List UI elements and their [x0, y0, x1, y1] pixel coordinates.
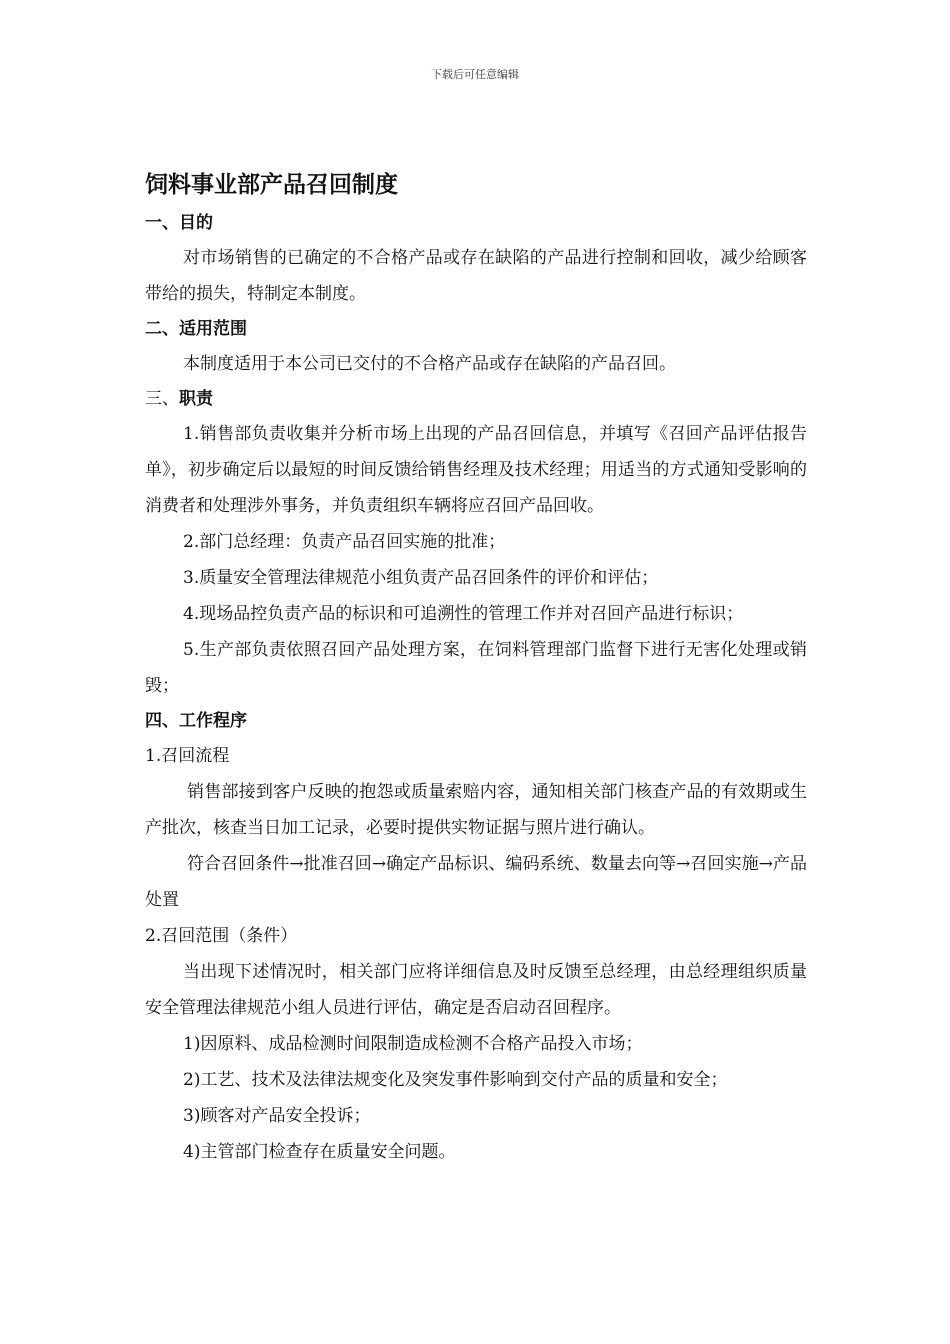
recall-flow-steps: 符合召回条件→批准召回→确定产品标识、编码系统、数量去向等→召回实施→产品处置	[145, 854, 807, 910]
subheading-recall-flow: 1.召回流程	[145, 746, 230, 766]
section-heading-procedure: 四、工作程序	[145, 711, 247, 731]
duty-item: 3.质量安全管理法律规范小组负责产品召回条件的评价和评估；	[183, 568, 659, 588]
duty-item: 1.销售部负责收集并分析市场上出现的产品召回信息，并填写《召回产品评估报告单》，初步确定后以最短的时间反馈给销售经理及技术经理；用适当的方式通知受影响的消费者和处理涉外事务，并负责组织车辆将应召回产品回收。	[145, 424, 807, 516]
document-body	[145, 168, 807, 1170]
section-number-duties: 三、	[145, 389, 179, 409]
recall-condition-item: 4)主管部门检查存在质量安全问题。	[183, 1142, 456, 1162]
section-heading-duties	[145, 382, 807, 416]
duty-item: 4.现场品控负责产品的标识和可追溯性的管理工作并对召回产品进行标识；	[183, 604, 744, 624]
duty-item: 2.部门总经理：负责产品召回实施的批准；	[183, 532, 506, 552]
section-heading-purpose: 一、目的	[145, 213, 213, 233]
section-body-scope: 本制度适用于本公司已交付的不合格产品或存在缺陷的产品召回。	[183, 354, 676, 374]
recall-scope-intro: 当出现下述情况时，相关部门应将详细信息及时反馈至总经理，由总经理组织质量安全管理法律规范小组人员进行评估，确定是否启动召回程序。	[145, 962, 807, 1018]
recall-flow-paragraph: 销售部接到客户反映的抱怨或质量索赔内容，通知相关部门核查产品的有效期或生产批次，核查当日加工记录，必要时提供实物证据与照片进行确认。	[145, 782, 807, 838]
recall-condition-item: 3)顾客对产品安全投诉；	[183, 1106, 371, 1126]
document-title: 饲料事业部产品召回制度	[145, 172, 398, 198]
section-title-duties: 职责	[179, 389, 213, 409]
page-header-note: 下载后可任意编辑	[431, 68, 519, 81]
subheading-recall-scope: 2.召回范围（条件）	[145, 926, 298, 946]
recall-condition-item: 1)因原料、成品检测时间限制造成检测不合格产品投入市场；	[183, 1034, 643, 1054]
section-heading-scope: 二、适用范围	[145, 319, 247, 339]
section-body-purpose: 对市场销售的已确定的不合格产品或存在缺陷的产品进行控制和回收，减少给顾客带给的损失，特制定本制度。	[145, 248, 807, 304]
recall-condition-item: 2)工艺、技术及法律法规变化及突发事件影响到交付产品的质量和安全；	[183, 1070, 728, 1090]
duty-item: 5.生产部负责依照召回产品处理方案，在饲料管理部门监督下进行无害化处理或销毁；	[145, 640, 807, 696]
